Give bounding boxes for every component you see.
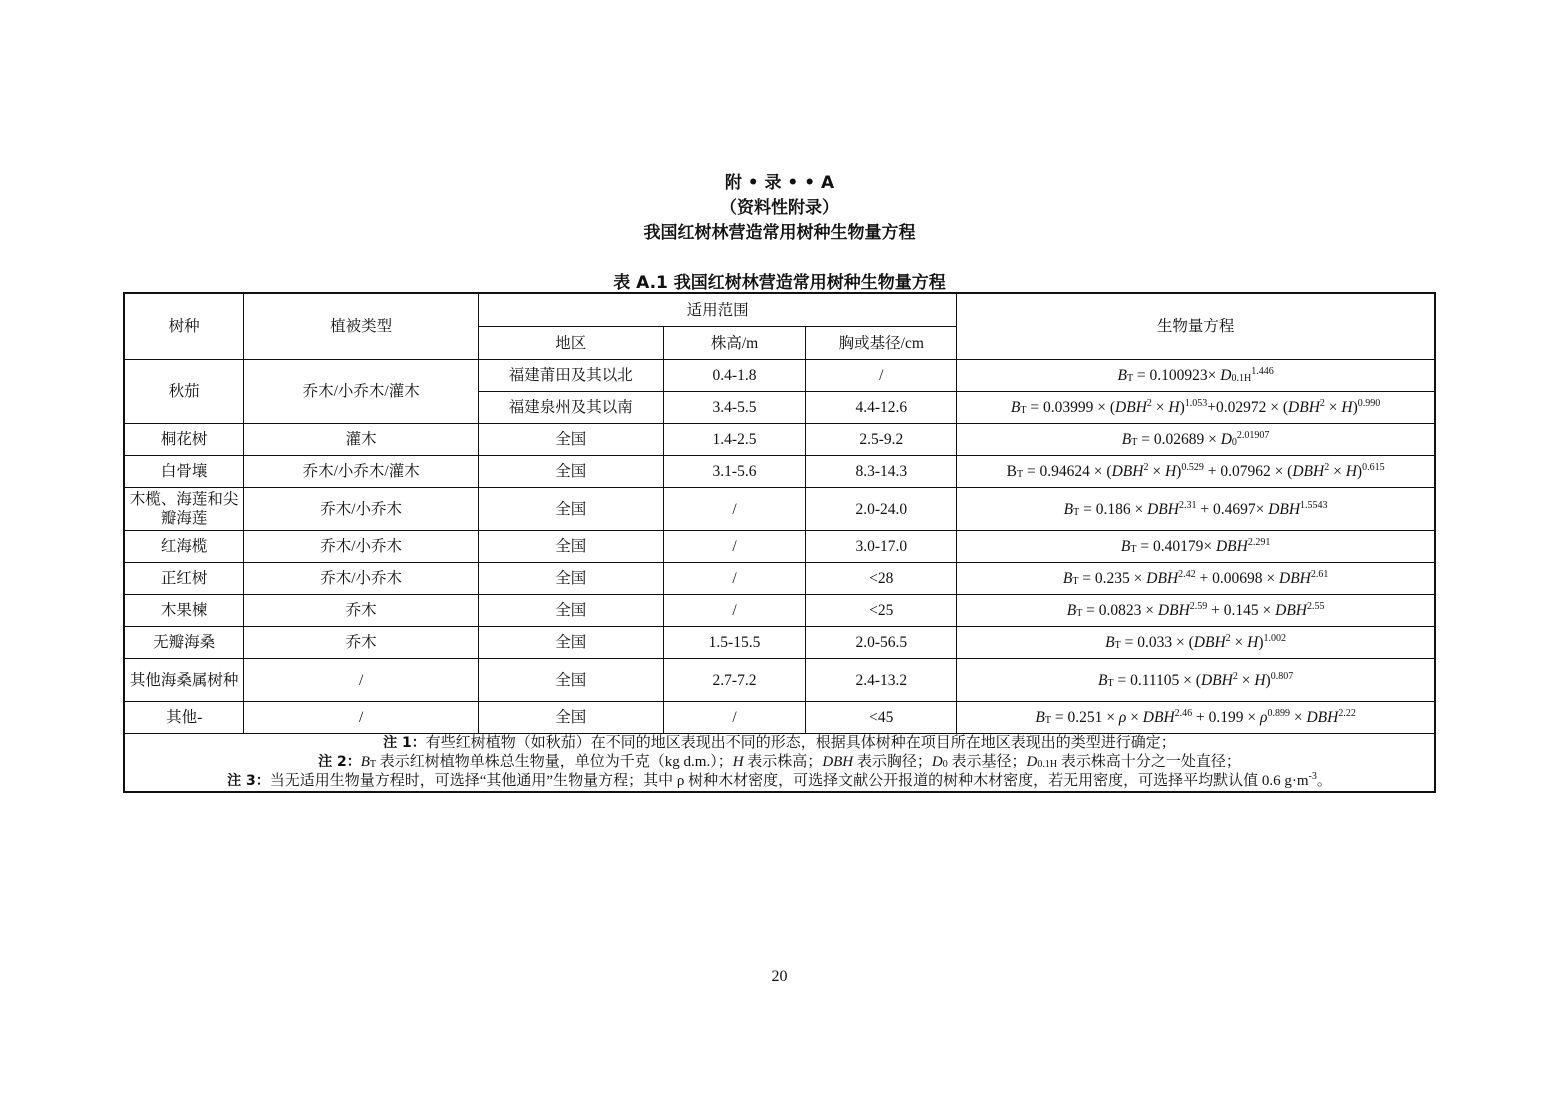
cell-species: 正红树 — [124, 563, 244, 595]
table-row — [124, 702, 1435, 734]
table-row — [124, 456, 1435, 488]
cell-equation: $B_T = 0.03999 \times (DBH^2 \times H)^{1.053}+0.02972 \times (DBH^2 \times H)^{0.990}$ — [957, 392, 1435, 424]
table-row — [124, 360, 1435, 392]
cell-equation: $B_T = 0.11105 \times (DBH^2 \times H)^{0.807}$ — [957, 659, 1435, 702]
cell-region: 全国 — [478, 595, 663, 627]
cell-dbh: <45 — [806, 702, 957, 734]
header-region: 地区 — [478, 327, 663, 360]
table-row — [124, 659, 1435, 702]
cell-equation: $B_T = 0.0823 \times DBH^{2.59} + 0.145 \times DBH^{2.55}$ — [957, 595, 1435, 627]
cell-region: 全国 — [478, 659, 663, 702]
cell-height: / — [663, 595, 806, 627]
cell-region: 全国 — [478, 531, 663, 563]
cell-region: 全国 — [478, 424, 663, 456]
cell-height: / — [663, 488, 806, 531]
cell-region: 全国 — [478, 563, 663, 595]
page-number: 20 — [771, 968, 788, 985]
note-1: 注 1：有些红树植物（如秋茄）在不同的地区表现出不同的形态，根据具体树种在项目所在地区表现出的类型进行确定； — [383, 735, 1176, 751]
cell-species: 其他海桑属树种 — [124, 659, 244, 702]
cell-species: 桐花树 — [124, 424, 244, 456]
table-notes — [124, 734, 1435, 793]
cell-equation: $B_T = 0.186 \times DBH^{2.31} + 0.4697\times DBH^{1.5543}$ — [957, 488, 1435, 531]
table-row — [124, 424, 1435, 456]
cell-dbh: / — [806, 360, 957, 392]
cell-height: / — [663, 531, 806, 563]
cell-equation: $B_T = 0.94624 \times (DBH^2 \times H)^{0.529} + 0.07962 \times (DBH^2 \times H)^{0.615}$ — [957, 456, 1435, 488]
cell-dbh: 2.4-13.2 — [806, 659, 957, 702]
appendix-heading: 附 • 录 • • A — [724, 173, 835, 193]
cell-dbh: 2.0-24.0 — [806, 488, 957, 531]
cell-vegetation: 乔木/小乔木 — [244, 531, 479, 563]
cell-species: 红海榄 — [124, 531, 244, 563]
header-equation: 生物量方程 — [957, 293, 1435, 360]
cell-region: 全国 — [478, 627, 663, 659]
note-3: 注 3：当无适用生物量方程时，可选择“其他通用”生物量方程；其中 ρ 树种木材密度，可选择文献公开报道的树种木材密度，若无用密度，可选择平均默认值 0.6 $g\cdot m^{-3}$。 — [227, 771, 1332, 789]
cell-region: 福建泉州及其以南 — [478, 392, 663, 424]
cell-species: 白骨壤 — [124, 456, 244, 488]
cell-region: 全国 — [478, 488, 663, 531]
table-notes-row — [124, 734, 1435, 793]
biomass-equation-table — [123, 292, 1436, 793]
table-caption: 表 A.1 我国红树林营造常用树种生物量方程 — [613, 273, 946, 293]
cell-dbh: <25 — [806, 595, 957, 627]
table-row — [124, 595, 1435, 627]
cell-region: 全国 — [478, 456, 663, 488]
cell-vegetation: / — [244, 659, 479, 702]
cell-dbh: 8.3-14.3 — [806, 456, 957, 488]
header-dbh: 胸或基径/cm — [806, 327, 957, 360]
cell-species: 无瓣海桑 — [124, 627, 244, 659]
table-row — [124, 627, 1435, 659]
table-row — [124, 531, 1435, 563]
cell-height: 0.4-1.8 — [663, 360, 806, 392]
cell-height: / — [663, 563, 806, 595]
cell-region: 福建莆田及其以北 — [478, 360, 663, 392]
table-row — [124, 563, 1435, 595]
cell-dbh: 2.5-9.2 — [806, 424, 957, 456]
table-row — [124, 488, 1435, 531]
cell-species: 木果楝 — [124, 595, 244, 627]
cell-vegetation: 灌木 — [244, 424, 479, 456]
cell-dbh: <28 — [806, 563, 957, 595]
header-height: 株高/m — [663, 327, 806, 360]
header-scope: 适用范围 — [478, 293, 956, 327]
cell-equation: $B_T = 0.235 \times DBH^{2.42} + 0.00698 \times DBH^{2.61}$ — [957, 563, 1435, 595]
cell-vegetation: / — [244, 702, 479, 734]
cell-species: 秋茄 — [124, 360, 244, 424]
table-header-row — [124, 293, 1435, 327]
appendix-title: 我国红树林营造常用树种生物量方程 — [643, 223, 916, 243]
cell-vegetation: 乔木/小乔木 — [244, 488, 479, 531]
cell-species: 木榄、海莲和尖瓣海莲 — [124, 488, 244, 531]
cell-height: / — [663, 702, 806, 734]
cell-height: 1.4-2.5 — [663, 424, 806, 456]
cell-equation: $B_T = 0.100923\times D_{0.1H}^{1.446}$ — [957, 360, 1435, 392]
cell-vegetation: 乔木/小乔木 — [244, 563, 479, 595]
cell-height: 3.1-5.6 — [663, 456, 806, 488]
header-vegetation: 植被类型 — [244, 293, 479, 360]
cell-height: 1.5-15.5 — [663, 627, 806, 659]
cell-dbh: 2.0-56.5 — [806, 627, 957, 659]
cell-equation: $B_T = 0.40179\times DBH^{2.291}$ — [957, 531, 1435, 563]
cell-vegetation: 乔木/小乔木/灌木 — [244, 456, 479, 488]
cell-vegetation: 乔木 — [244, 595, 479, 627]
cell-dbh: 3.0-17.0 — [806, 531, 957, 563]
cell-vegetation: 乔木 — [244, 627, 479, 659]
appendix-type: （资料性附录） — [720, 198, 839, 218]
cell-region: 全国 — [478, 702, 663, 734]
cell-height: 3.4-5.5 — [663, 392, 806, 424]
cell-equation: $B_T = 0.033 \times (DBH^2 \times H)^{1.002}$ — [957, 627, 1435, 659]
header-species: 树种 — [124, 293, 244, 360]
cell-height: 2.7-7.2 — [663, 659, 806, 702]
cell-vegetation: 乔木/小乔木/灌木 — [244, 360, 479, 424]
note-2: 注 2：$B_T$ 表示红树植物单株总生物量，单位为千克（kg d.m.）；H 表示株高；DBH 表示胸径；$D_0$ 表示基径；$D_{0.1H}$ 表示株高十分之一处直径； — [318, 754, 1241, 770]
cell-species: 其他- — [124, 702, 244, 734]
cell-equation: $B_T = 0.02689 \times D_0^{2.01907}$ — [957, 424, 1435, 456]
cell-equation: $B_T = 0.251 \times \rho \times DBH^{2.46} + 0.199 \times \rho^{0.899} \times DBH^{2.22}$ — [957, 702, 1435, 734]
cell-dbh: 4.4-12.6 — [806, 392, 957, 424]
